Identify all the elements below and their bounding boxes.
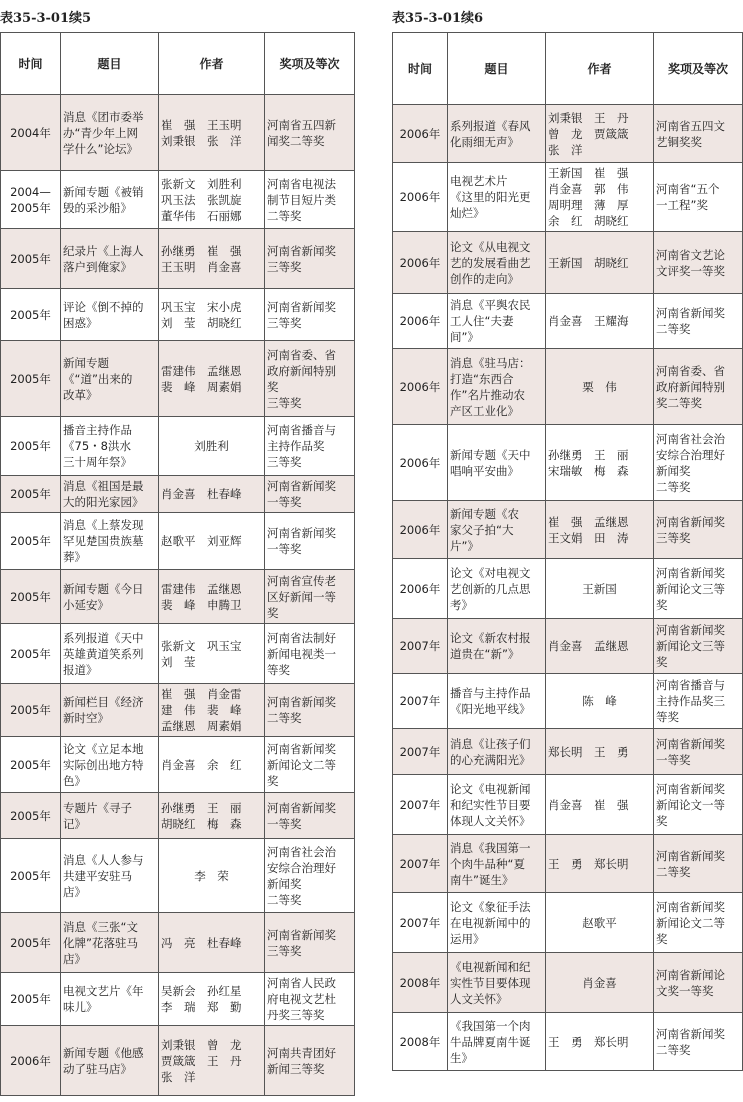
award-cell: 河南省播音与 主持作品奖 三等奖 [265,417,355,476]
author-cell: 王新国 [546,559,654,619]
table-row [393,232,743,294]
table-row [1,913,355,973]
header-time: 时间 [1,33,61,95]
title-cell: 新闻专题《天中 唱响平安曲》 [448,425,546,501]
table-row [393,953,743,1013]
table-row [393,294,743,349]
table-row [393,105,743,163]
table-row [1,1026,355,1096]
author-cell: 肖金喜 王耀海 [546,294,654,349]
author-cell: 陈 峰 [546,674,654,729]
title-cell: 消息《人人参与 共建平安驻马 店》 [61,839,159,913]
time-cell: 2006年 [393,105,448,163]
time-cell: 2007年 [393,729,448,775]
award-cell: 河南省新闻奖 三等奖 [265,289,355,341]
award-cell: 河南省新闻奖 二等奖 [654,835,743,893]
time-cell: 2006年 [393,294,448,349]
award-cell: 河南省委、省 政府新闻特别 奖 三等奖 [265,341,355,417]
table-row [393,425,743,501]
header-award: 奖项及等次 [654,33,743,105]
table-row [1,737,355,793]
title-cell: 论文《新农村报 道贵在“新”》 [448,619,546,674]
title-cell: 消息《平舆农民 工人住“夫妻 间”》 [448,294,546,349]
table-body [393,105,743,1071]
time-cell: 2006年 [393,425,448,501]
award-cell: 河南省电视法 制节目短片类 二等奖 [265,171,355,229]
table-row [1,417,355,476]
title-cell: 消息《三张“文 化牌”花落驻马 店》 [61,913,159,973]
table-row [393,559,743,619]
table-row [393,893,743,953]
author-cell: 栗 伟 [546,349,654,425]
award-cell: 河南省社会治 安综合治理好 新闻奖 二等奖 [654,425,743,501]
title-cell: 消息《驻马店： 打造“东西合 作”名片推动农 产区工业化》 [448,349,546,425]
award-cell: 河南省法制好 新闻电视类一 等奖 [265,624,355,684]
author-cell: 冯 亮 杜春峰 [159,913,265,973]
title-cell: 论文《象征手法 在电视新闻中的 运用》 [448,893,546,953]
time-cell: 2006年 [393,163,448,232]
header-author: 作者 [546,33,654,105]
award-cell: 河南省新闻奖 三等奖 [265,229,355,289]
time-cell: 2006年 [393,349,448,425]
time-cell: 2005年 [1,513,61,570]
author-cell: 赵歌平 [546,893,654,953]
author-cell: 肖金喜 孟继恩 [546,619,654,674]
table-row [1,95,355,171]
author-cell: 肖金喜 崔 强 [546,775,654,835]
title-cell: 消息《上蔡发现 罕见楚国贵族墓 葬》 [61,513,159,570]
table-header-row [393,33,743,105]
table-left-panel [0,8,355,1096]
award-cell: 河南省宣传老 区好新闻一等 奖 [265,570,355,624]
title-cell: 《我国第一个肉 牛品牌夏南牛诞 生》 [448,1013,546,1071]
author-cell: 肖金喜 [546,953,654,1013]
award-cell: 河南省新闻奖 一等奖 [265,793,355,839]
author-cell: 刘秉银 曾 龙 贾箴箴 王 丹 张 洋 [159,1026,265,1096]
header-time: 时间 [393,33,448,105]
award-cell: 河南省新闻奖 一等奖 [265,513,355,570]
title-cell: 论文《立足本地 实际创出地方特 色》 [61,737,159,793]
author-cell: 张新文 刘胜利 巩玉法 张凯旋 董华伟 石丽娜 [159,171,265,229]
table-header-row [1,33,355,95]
author-cell: 吴新会 孙红星 李 瑞 郑 勤 [159,973,265,1026]
award-cell: 河南省新闻论 文奖一等奖 [654,953,743,1013]
time-cell: 2008年 [393,1013,448,1071]
author-cell: 孙继勇 崔 强 王玉明 肖金喜 [159,229,265,289]
author-cell: 刘胜利 [159,417,265,476]
table-row [1,513,355,570]
table-row [393,349,743,425]
time-cell: 2005年 [1,684,61,737]
header-author: 作者 [159,33,265,95]
title-cell: 论文《对电视文 艺创新的几点思 考》 [448,559,546,619]
time-cell: 2007年 [393,835,448,893]
time-cell: 2007年 [393,893,448,953]
award-cell: 河南省新闻奖 新闻论文三等 奖 [654,619,743,674]
title-cell: 专题片《寻子 记》 [61,793,159,839]
time-cell: 2005年 [1,913,61,973]
author-cell: 刘秉银 王 丹 曾 龙 贾箴箴 张 洋 [546,105,654,163]
award-cell: 河南省新闻奖 三等奖 [265,913,355,973]
title-cell: 新闻专题《被销 毁的采沙船》 [61,171,159,229]
table-row [1,793,355,839]
author-cell: 王新国 崔 强 肖金喜 郭 伟 周明理 薄 厚 余 红 胡晓红 [546,163,654,232]
award-cell: 河南省人民政 府电视文艺杜 丹奖三等奖 [265,973,355,1026]
table-row [393,1013,743,1071]
time-cell: 2005年 [1,341,61,417]
award-cell: 河南省播音与 主持作品奖三 等奖 [654,674,743,729]
awards-table [392,32,743,1071]
table-row [1,289,355,341]
table-caption: 表35-3-01续6 [392,11,484,26]
title-cell: 论文《从电视文 艺的发展看曲艺 创作的走向》 [448,232,546,294]
title-cell: 消息《祖国是最 大的阳光家园》 [61,476,159,513]
title-cell: 新闻专题 《“道”出来的 改革》 [61,341,159,417]
award-cell: 河南省社会治 安综合治理好 新闻奖 二等奖 [265,839,355,913]
header-award: 奖项及等次 [265,33,355,95]
time-cell: 2005年 [1,839,61,913]
author-cell: 巩玉宝 宋小虎 刘 莹 胡晓红 [159,289,265,341]
time-cell: 2005年 [1,289,61,341]
award-cell: 河南省“五个 一工程”奖 [654,163,743,232]
award-cell: 河南省新闻奖 新闻论文一等 奖 [654,775,743,835]
award-cell: 河南省新闻奖 新闻论文三等 奖 [654,559,743,619]
author-cell: 张新文 巩玉宝 刘 莹 [159,624,265,684]
title-cell: 评论《倒不掉的 困惑》 [61,289,159,341]
author-cell: 王 勇 郑长明 [546,1013,654,1071]
table-row [393,729,743,775]
title-cell: 论文《电视新闻 和纪实性节目要 体现人文关怀》 [448,775,546,835]
author-cell: 孙继勇 王 丽 宋瑞敏 梅 森 [546,425,654,501]
table-body [1,95,355,1096]
award-cell: 河南省新闻奖 一等奖 [265,476,355,513]
time-cell: 2005年 [1,417,61,476]
title-cell: 消息《我国第一 个肉牛品种“夏 南牛”诞生》 [448,835,546,893]
award-cell: 河南省新闻奖 三等奖 [654,501,743,559]
award-cell: 河南省五四新 闻奖二等奖 [265,95,355,171]
time-cell: 2005年 [1,793,61,839]
award-cell: 河南省新闻奖 新闻论文二等 奖 [265,737,355,793]
title-cell: 电视文艺片《年 味儿》 [61,973,159,1026]
table-row [393,163,743,232]
title-cell: 新闻栏目《经济 新时空》 [61,684,159,737]
time-cell: 2007年 [393,775,448,835]
table-row [1,341,355,417]
table-row [1,624,355,684]
author-cell: 郑长明 王 勇 [546,729,654,775]
table-row [393,674,743,729]
time-cell: 2005年 [1,624,61,684]
award-cell: 河南共青团好 新闻三等奖 [265,1026,355,1096]
header-title: 题目 [448,33,546,105]
award-cell: 河南省新闻奖 新闻论文二等 奖 [654,893,743,953]
title-cell: 系列报道《春风 化雨细无声》 [448,105,546,163]
author-cell: 崔 强 王玉明 刘秉银 张 洋 [159,95,265,171]
award-cell: 河南省委、省 政府新闻特别 奖二等奖 [654,349,743,425]
award-cell: 河南省新闻奖 二等奖 [265,684,355,737]
author-cell: 肖金喜 杜春峰 [159,476,265,513]
table-row [1,229,355,289]
time-cell: 2005年 [1,737,61,793]
award-cell: 河南省新闻奖 一等奖 [654,729,743,775]
award-cell: 河南省新闻奖 二等奖 [654,1013,743,1071]
title-cell: 消息《团市委举 办“青少年上网 学什么”论坛》 [61,95,159,171]
title-cell: 消息《让孩子们 的心充满阳光》 [448,729,546,775]
awards-table [0,32,355,1096]
title-cell: 播音与主持作品 《阳光地平线》 [448,674,546,729]
award-cell: 河南省文艺论 文评奖一等奖 [654,232,743,294]
table-right-panel [392,8,743,1071]
title-cell: 纪录片《上海人 落户到俺家》 [61,229,159,289]
author-cell: 肖金喜 余 红 [159,737,265,793]
table-caption: 表35-3-01续5 [0,11,92,26]
author-cell: 崔 强 孟继恩 王文娟 田 涛 [546,501,654,559]
table-row [1,973,355,1026]
time-cell: 2007年 [393,674,448,729]
time-cell: 2006年 [1,1026,61,1096]
time-cell: 2006年 [393,501,448,559]
table-row [1,171,355,229]
author-cell: 雷建伟 孟继恩 裴 峰 周素娟 [159,341,265,417]
time-cell: 2004— 2005年 [1,171,61,229]
table-row [393,619,743,674]
table-row [1,839,355,913]
author-cell: 王新国 胡晓红 [546,232,654,294]
time-cell: 2004年 [1,95,61,171]
title-cell: 新闻专题《农 家父子拍“大 片”》 [448,501,546,559]
time-cell: 2006年 [393,232,448,294]
title-cell: 《电视新闻和纪 实性节目要体现 人文关怀》 [448,953,546,1013]
author-cell: 李 荣 [159,839,265,913]
title-cell: 新闻专题《他感 动了驻马店》 [61,1026,159,1096]
author-cell: 雷建伟 孟继恩 裴 峰 申腾卫 [159,570,265,624]
time-cell: 2005年 [1,476,61,513]
title-cell: 播音主持作品 《75・8洪水 三十周年祭》 [61,417,159,476]
author-cell: 孙继勇 王 丽 胡晓红 梅 森 [159,793,265,839]
title-cell: 新闻专题《今日 小延安》 [61,570,159,624]
time-cell: 2005年 [1,570,61,624]
title-cell: 系列报道《天中 英雄黄道笑系列 报道》 [61,624,159,684]
time-cell: 2008年 [393,953,448,1013]
table-row [1,570,355,624]
table-row [393,775,743,835]
table-row [1,476,355,513]
time-cell: 2005年 [1,973,61,1026]
table-row [1,684,355,737]
time-cell: 2007年 [393,619,448,674]
author-cell: 崔 强 肖金雷 建 伟 裴 峰 孟继恩 周素娟 [159,684,265,737]
header-title: 题目 [61,33,159,95]
time-cell: 2006年 [393,559,448,619]
table-row [393,835,743,893]
author-cell: 王 勇 郑长明 [546,835,654,893]
award-cell: 河南省五四文 艺铜奖奖 [654,105,743,163]
award-cell: 河南省新闻奖 二等奖 [654,294,743,349]
table-row [393,501,743,559]
title-cell: 电视艺术片 《这里的阳光更 灿烂》 [448,163,546,232]
author-cell: 赵歌平 刘亚辉 [159,513,265,570]
time-cell: 2005年 [1,229,61,289]
